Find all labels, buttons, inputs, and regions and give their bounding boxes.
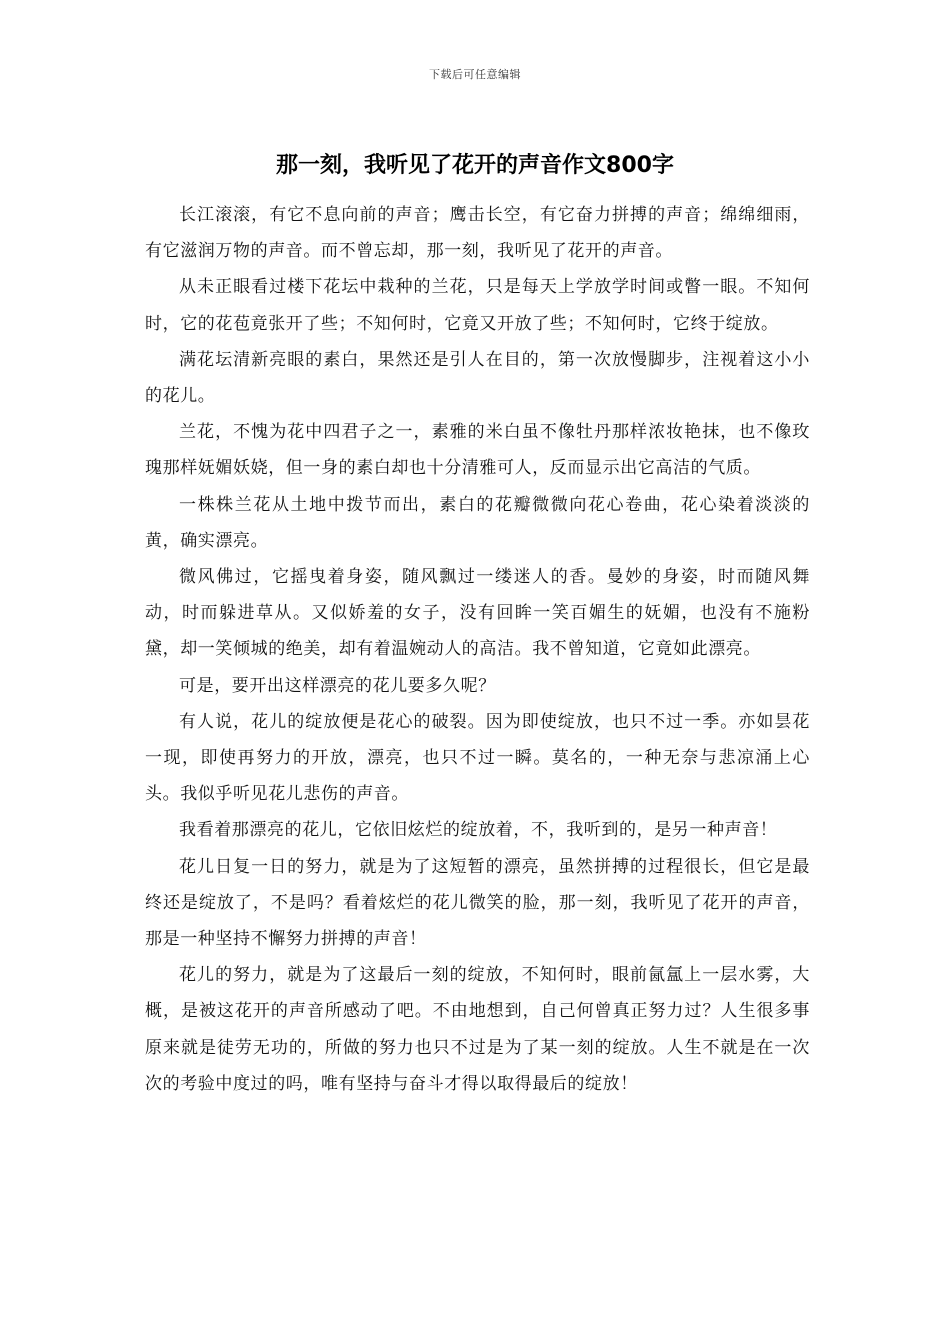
paragraph: 花儿的努力，就是为了这最后一刻的绽放，不知何时，眼前氤氲上一层水雾，大概，是被这花开的声音所感动了吧。不由地想到，自己何曾真正努力过？人生很多事原来就是徒劳无功的，所做的努力也只不过是为了某一刻的绽放。人生不就是在一次次的考验中度过的吗，唯有坚持与奋斗才得以取得最后的绽放！ bbox=[145, 965, 810, 1094]
paragraph: 花儿日复一日的努力，就是为了这短暂的漂亮，虽然拼搏的过程很长，但它是最终还是绽放了，不是吗？看着炫烂的花儿微笑的脸，那一刻，我听见了花开的声音，那是一种坚持不懈努力拼搏的声音！ bbox=[145, 856, 810, 950]
paragraph: 有人说，花儿的绽放便是花心的破裂。因为即使绽放，也只不过一季。亦如昙花一现，即使再努力的开放，漂亮，也只不过一瞬。莫名的，一种无奈与悲凉涌上心头。我似乎听见花儿悲伤的声音。 bbox=[145, 711, 810, 805]
paragraph: 长江滚滚，有它不息向前的声音；鹰击长空，有它奋力拼搏的声音；绵绵细雨，有它滋润万物的声音。而不曾忘却，那一刻，我听见了花开的声音。 bbox=[145, 205, 810, 262]
paragraph: 可是，要开出这样漂亮的花儿要多久呢？ bbox=[179, 675, 496, 696]
paragraph: 从未正眼看过楼下花坛中栽种的兰花，只是每天上学放学时间或瞥一眼。不知何时，它的花苞竟张开了些；不知何时，它竟又开放了些；不知何时，它终于绽放。 bbox=[145, 277, 810, 334]
paragraph: 微风佛过，它摇曳着身姿，随风飘过一缕迷人的香。曼妙的身姿，时而随风舞动，时而躲进草从。又似娇羞的女子，没有回眸一笑百媚生的妩媚，也没有不施粉黛，却一笑倾城的绝美，却有着温婉动人的高洁。我不曾知道，它竟如此漂亮。 bbox=[145, 567, 810, 660]
essay-title: 那一刻，我听见了花开的声音作文800字 bbox=[276, 153, 674, 178]
paragraph: 我看着那漂亮的花儿，它依旧炫烂的绽放着，不，我听到的，是另一种声音！ bbox=[179, 820, 778, 841]
essay-body bbox=[145, 197, 810, 1102]
paragraph: 兰花，不愧为花中四君子之一，素雅的米白虽不像牡丹那样浓妆艳抹，也不像玫瑰那样妩媚妖娆，但一身的素白却也十分清雅可人，反而显示出它高洁的气质。 bbox=[145, 422, 810, 479]
paragraph: 一株株兰花从土地中拨节而出，素白的花瓣微微向花心卷曲，花心染着淡淡的黄，确实漂亮。 bbox=[145, 494, 810, 551]
paragraph: 满花坛清新亮眼的素白，果然还是引人在目的，第一次放慢脚步，注视着这小小的花儿。 bbox=[145, 349, 810, 407]
header-note: 下载后可任意编辑 bbox=[429, 68, 521, 81]
